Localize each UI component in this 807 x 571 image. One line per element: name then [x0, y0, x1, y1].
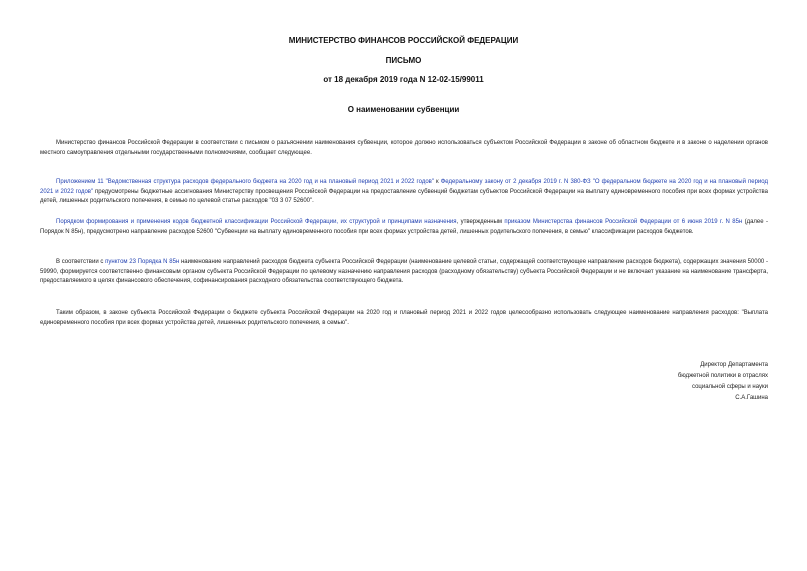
order-85n-link[interactable]: приказом Министерства финансов Российской Федерации от 6 июня 2019 г. N 85н	[504, 219, 743, 225]
paragraph-procedure	[40, 218, 768, 237]
clause-23-link[interactable]: пунктом 23 Порядка N 85н	[105, 259, 180, 265]
paragraph-procedure-rest: (далее - Порядок N 85н), предусмотрено направление расходов 52600 "Субвенции на выплату единовременного пособия при всех формах устройства детей, лишенных родительского попечения, в семью" классификации расходов бюджетов.	[40, 219, 768, 235]
paragraph-appendix	[40, 178, 768, 207]
budget-codes-procedure-link[interactable]: Порядком формирования и применения кодов бюджетной классификации Российской Федерации, их структурой и принципами назначения	[56, 219, 457, 225]
document-subject: О наименовании субвенции	[347, 105, 460, 114]
paragraph-clause-23	[40, 258, 768, 287]
paragraph-appendix-rest: предусмотрены бюджетные ассигнования Министерству просвещения Российской Федерации на предоставление субвенций бюджетам субъектов Российской Федерации на выплату единовременного пособия при всех формах устройства детей, лишенных родительского попечения, в семью по целевой статье расходов "03 3 07 52600".	[40, 188, 768, 205]
signature-department: бюджетной политики в отраслях	[677, 373, 768, 379]
paragraph-intro: Министерство финансов Российской Федерации в соответствии с письмом о разъяснении наименования субвенции, которое должно использоваться субъектом Российской Федерации в законе об областном бюджете и в законе о наделении органов местного самоуправления отдельными государственными полномочиями, сообщает следующее.	[40, 140, 768, 156]
paragraph-conclusion: Таким образом, в законе субъекта Российской Федерации о бюджете субъекта Российской Федерации на 2020 год и плановый период 2021 и 2022 годов целесообразно использовать следующее наименование направления расходов: "Выплата единовременного пособия при всех формах устройства детей, лишенных родительского попечения, в семью".	[40, 310, 768, 326]
paragraph-clause-start: В соответствии с	[56, 259, 106, 265]
signature-field: социальной сферы и науки	[692, 384, 768, 390]
paragraph-clause-rest: наименование направлений расходов бюджета субъекта Российской Федерации (наименование целевой статьи, содержащей соответствующее направление расходов бюджета), содержащих значения 50000 - 59990, формируется соответственно финансовым органом субъекта Российской Федерации по целевому назначению направления расходов (расходному обязательству) субъекта Российской Федерации и не включает указание на наименование трансферта, предоставляемого в целях финансового обеспечения, софинансирования расходного обязательства соответствующего бюджета.	[40, 259, 768, 285]
signature-block	[600, 360, 768, 404]
document-date-number: от 18 декабря 2019 года N 12-02-15/99011	[323, 75, 484, 84]
federal-law-380-link[interactable]: Федеральному закону от 2 декабря 2019 г. N 380-ФЗ "О федеральном бюджете на 2020 год и на плановый период 2021 и 2022 годов"	[40, 179, 768, 195]
paragraph-appendix-mid: к	[433, 179, 441, 185]
signature-title: Директор Департамента	[700, 362, 768, 368]
document-type: ПИСЬМО	[385, 56, 422, 65]
appendix-11-link[interactable]: Приложением 11 "Ведомственная структура расходов федерального бюджета на 2020 год и на плановый период 2021 и 2022 годов"	[56, 179, 434, 185]
ministry-heading: МИНИСТЕРСТВО ФИНАНСОВ РОССИЙСКОЙ ФЕДЕРАЦИИ	[288, 36, 519, 45]
paragraph-procedure-mid: , утвержденным	[456, 219, 505, 225]
signature-name: С.А.Гашина	[735, 395, 768, 401]
